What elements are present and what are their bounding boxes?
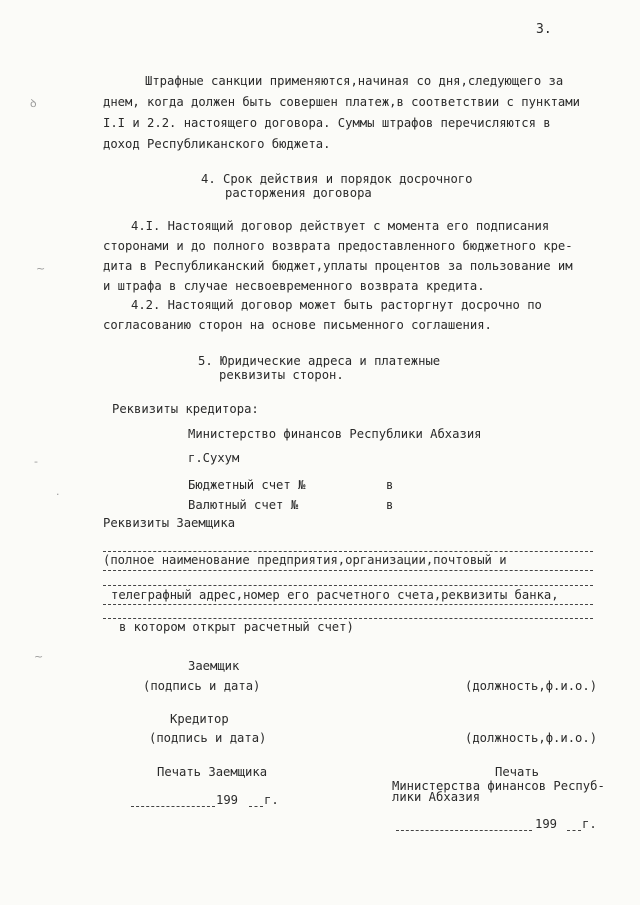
margin-mark: ~ [34,650,44,663]
penalties-line-4: доход Республиканского бюджета. [103,137,331,151]
right-year: 199 [535,817,558,831]
borrower-heading: Реквизиты Заемщика [103,516,236,530]
left-year-suffix: г. [264,793,279,807]
para-4-1-line-3: дита в Республиканский бюджет,уплаты процентов за пользование им [103,259,573,273]
margin-mark: ~ [36,262,46,275]
fill-line-1-under [103,570,593,571]
para-4-2-line-1: 4.2. Настоящий договор может быть расторгнут досрочно по [131,298,542,312]
borrower-stamp-label: Печать Заемщика [157,765,268,779]
creditor-stamp-ministry-line-1: Министерства финансов Респуб- [392,779,605,793]
creditor-name: Министерство финансов Республики Абхазия [188,427,482,441]
para-4-1-line-2: сторонами и до полного возврата предоставленного бюджетного кре- [103,239,573,253]
section-5-title-line-2: реквизиты сторон. [219,368,344,382]
section-5-title-line-1: 5. Юридические адреса и платежные [198,354,441,368]
creditor-position-name: (должность,ф.и.о.) [465,731,598,745]
penalties-line-2: днем, когда должен быть совершен платеж,в соответствии с пунктами [103,95,580,109]
para-4-1-line-1: 4.I. Настоящий договор действует с момента его подписания [131,219,550,233]
right-date-blank [396,830,532,831]
budget-account-bank-label: в [386,478,394,492]
budget-account-label: Бюджетный счет № [188,478,306,492]
currency-account-label: Валютный счет № [188,498,299,512]
borrower-hint-line-2: телеграфный адрес,номер его расчетного счета,реквизиты банка, [111,588,559,602]
borrower-hint-line-1: (полное наименование предприятия,организации,почтовый и [103,553,507,567]
margin-mark: · [56,488,60,501]
creditor-label: Кредитор [170,712,229,726]
borrower-position-name: (должность,ф.и.о.) [465,679,598,693]
fill-line-2-under [103,604,593,605]
right-day-blank [567,830,581,831]
penalties-line-1: Штрафные санкции применяются,начиная со дня,следующего за [145,74,564,88]
creditor-sign-date: (подпись и дата) [149,731,267,745]
left-date-blank [131,806,215,807]
para-4-2-line-2: согласованию сторон на основе письменного соглашения. [103,318,492,332]
borrower-label: Заемщик [188,659,240,673]
para-4-1-line-4: и штрафа в случае несвоевременного возврата кредита. [103,279,485,293]
creditor-stamp-ministry-line-2: лики Абхазия [392,790,481,804]
penalties-line-3: I.I и 2.2. настоящего договора. Суммы штрафов перечисляются в [103,116,551,130]
borrower-hint-line-3: в котором открыт расчетный счет) [119,620,354,634]
borrower-sign-date: (подпись и дата) [143,679,261,693]
section-4-title-line-1: 4. Срок действия и порядок досрочного [201,172,473,186]
left-year: 199 [216,793,239,807]
creditor-heading: Реквизиты кредитора: [112,402,259,416]
margin-mark: ꝺ [30,97,37,110]
creditor-city: г.Сухум [188,451,240,465]
margin-mark: - [34,455,38,468]
left-day-blank [249,806,263,807]
page-number: 3. [536,22,552,37]
currency-account-bank-label: в [386,498,394,512]
creditor-stamp-label: Печать [495,765,540,779]
right-year-suffix: г. [582,817,597,831]
section-4-title-line-2: расторжения договора [225,186,372,200]
fill-line-2 [103,585,593,586]
